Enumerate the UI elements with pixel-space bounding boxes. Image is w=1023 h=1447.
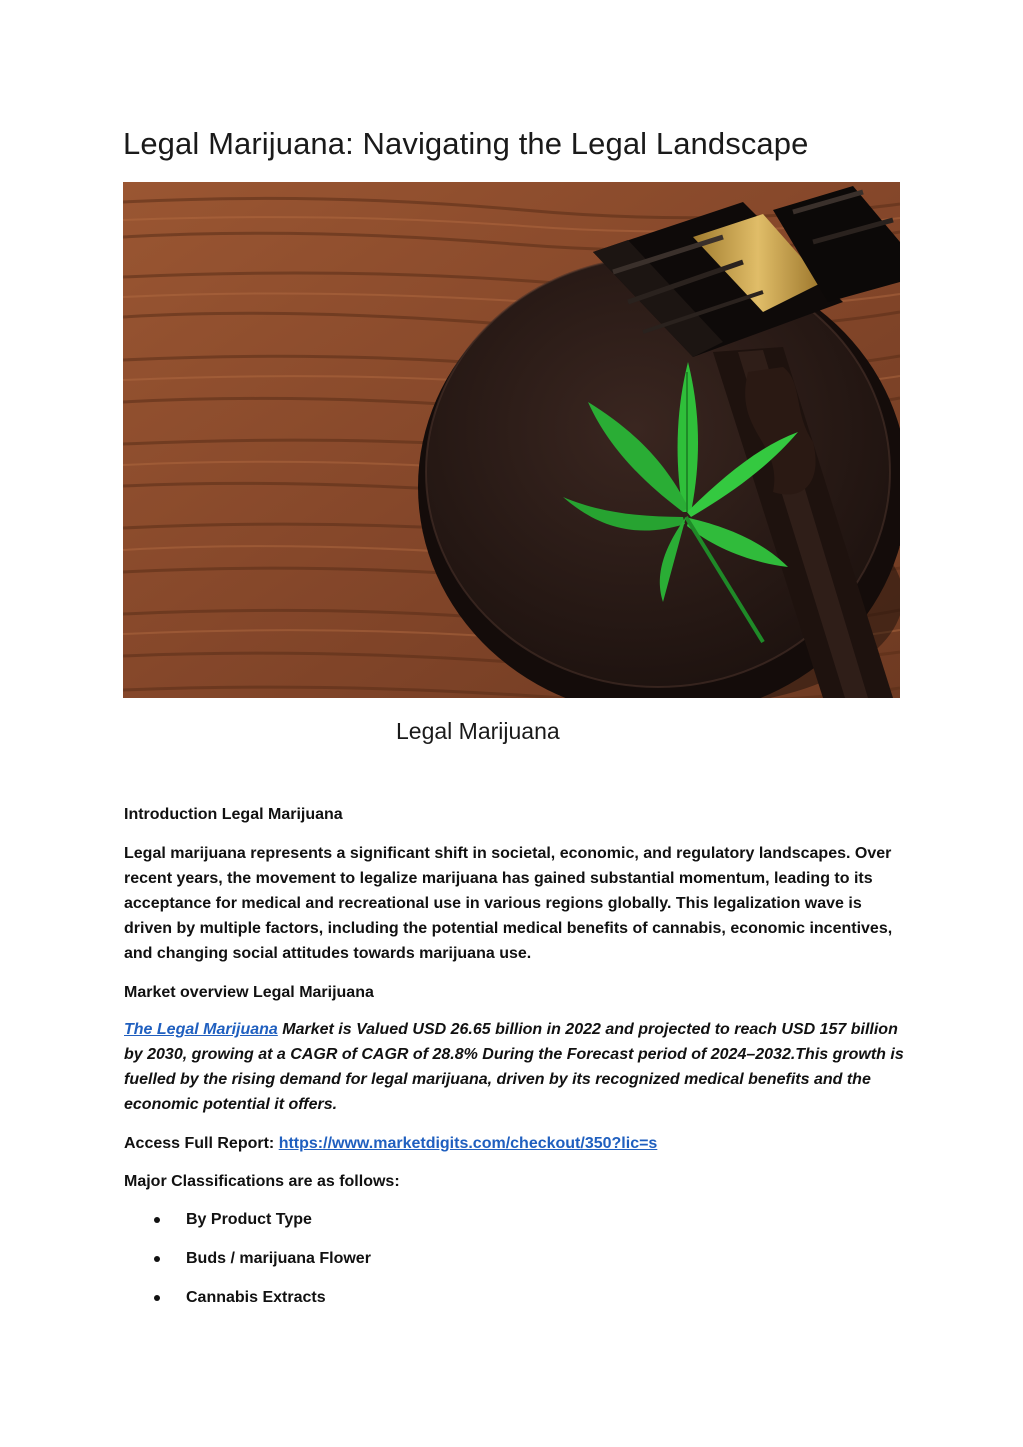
list-item-label: Cannabis Extracts — [186, 1289, 326, 1306]
report-url-link[interactable]: https://www.marketdigits.com/checkout/350?lic=s — [278, 1135, 658, 1152]
list-item — [124, 1285, 371, 1324]
list-item-label: By Product Type — [186, 1211, 312, 1228]
legal-marijuana-link[interactable]: The Legal Marijuana — [124, 1021, 278, 1038]
list-item-label: Buds / marijuana Flower — [186, 1250, 371, 1267]
market-overview-text: Market is Valued USD 26.65 billion in 2022 and projected to reach USD 157 billion by 2030, growing at a CAGR of CAGR of 28.8% During the Forecast period of 2024–2032.This growth is fuelled by the rising demand for legal marijuana, driven by its recognized medical benefits and the economic potential it offers. — [124, 1021, 904, 1113]
market-overview-heading: Market overview Legal Marijuana — [124, 984, 374, 1001]
classifications-heading: Major Classifications are as follows: — [124, 1173, 400, 1190]
hero-image-gavel-cannabis-leaf — [123, 182, 900, 698]
access-full-report — [124, 1131, 914, 1156]
intro-paragraph: Legal marijuana represents a significant shift in societal, economic, and regulatory landscapes. Over recent years, the movement to legalize marijuana has gained substantial momentum, leading to its acceptance for medical and recreational use in various regions globally. This legalization wave is driven by multiple factors, including the potential medical benefits of cannabis, economic incentives, and changing social attitudes towards marijuana use. — [124, 845, 893, 962]
bullet-dot-icon — [154, 1256, 160, 1262]
market-overview-paragraph — [124, 1017, 914, 1117]
classifications-list — [124, 1207, 371, 1324]
list-item — [124, 1207, 371, 1246]
access-label: Access Full Report: — [124, 1135, 279, 1152]
image-caption: Legal Marijuana — [396, 718, 560, 744]
bullet-dot-icon — [154, 1295, 160, 1301]
intro-heading: Introduction Legal Marijuana — [124, 806, 343, 823]
page-title: Legal Marijuana: Navigating the Legal Landscape — [123, 126, 809, 161]
list-item — [124, 1246, 371, 1285]
bullet-dot-icon — [154, 1217, 160, 1223]
